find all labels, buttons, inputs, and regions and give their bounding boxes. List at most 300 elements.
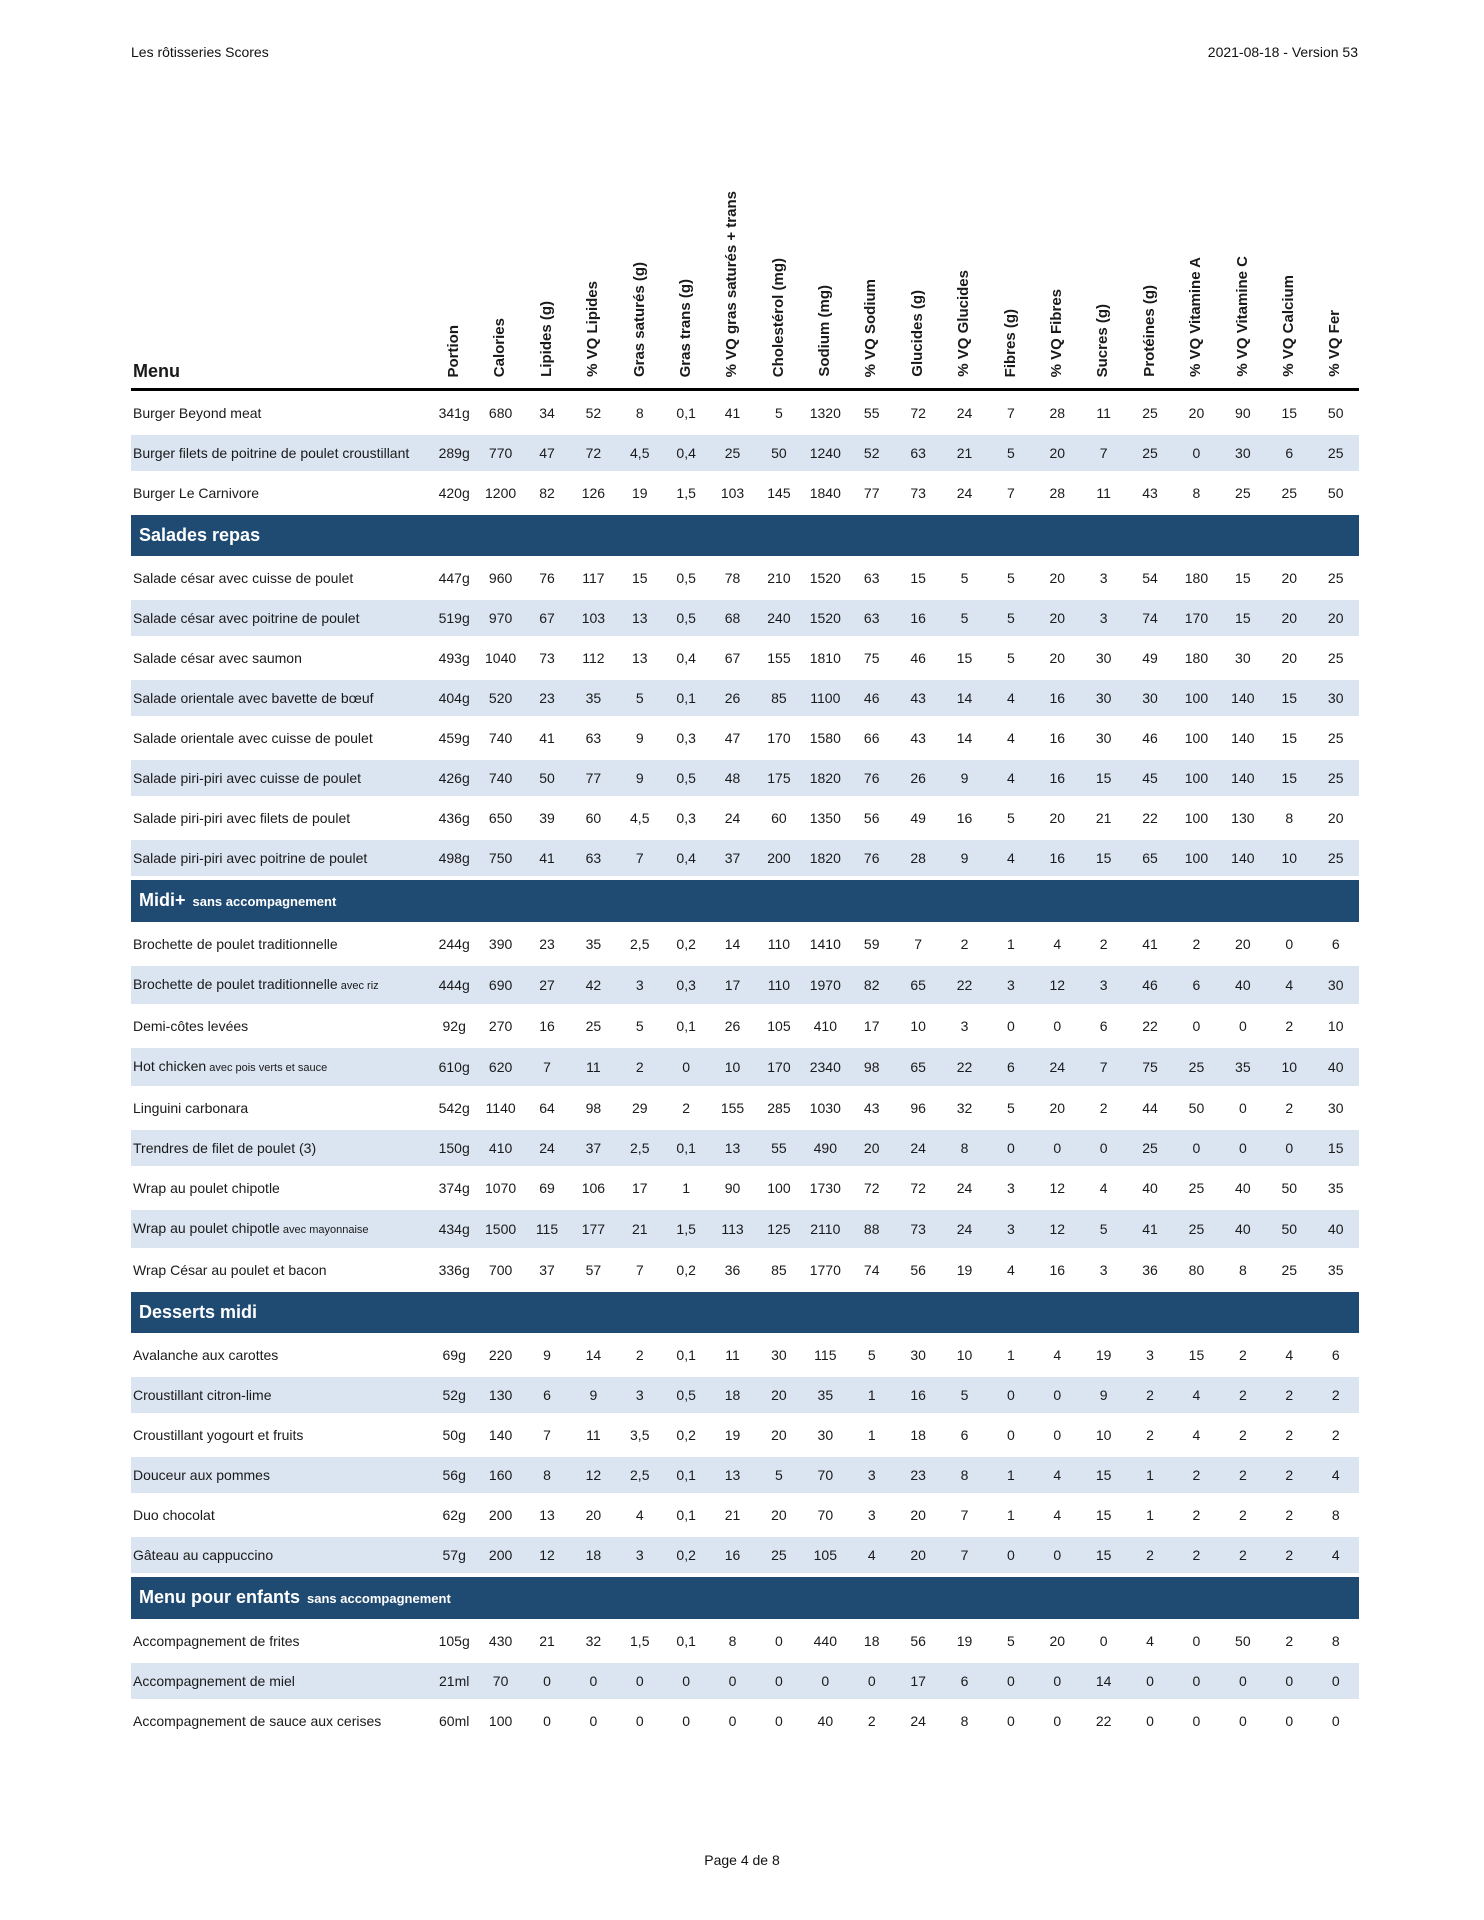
value-cell: 11: [1096, 405, 1111, 421]
value-cell: 14: [724, 936, 741, 952]
value-cell: 59: [863, 936, 880, 952]
value-cell: 3: [617, 966, 663, 1004]
value-cell: 15: [1281, 730, 1298, 746]
value-cell: 374g: [438, 1180, 470, 1196]
value-cell: 32: [956, 1100, 973, 1116]
value-cell: 25: [709, 435, 755, 471]
value-cell: 17: [863, 1018, 880, 1034]
value-cell: 77: [863, 485, 880, 501]
column-header: [756, 124, 802, 391]
value-cell: 92g: [442, 1018, 466, 1034]
value-cell: 3: [617, 1537, 663, 1573]
menu-item-name: Croustillant yogourt et fruits: [133, 1427, 304, 1443]
column-header: [1080, 124, 1126, 391]
value-cell: 390: [488, 936, 513, 952]
table-row: [131, 926, 1359, 962]
value-cell: 1410: [809, 936, 841, 952]
value-cell: 3: [1006, 1180, 1015, 1196]
value-cell: 27: [524, 966, 570, 1004]
value-cell: 0,1: [676, 405, 696, 421]
value-cell: 29: [631, 1100, 648, 1116]
value-cell: 76: [849, 840, 895, 876]
value-cell: 2: [1220, 1537, 1266, 1573]
value-cell: 0: [775, 1633, 783, 1649]
value-cell: 2: [1127, 1377, 1173, 1413]
value-cell: 4: [1312, 1457, 1359, 1493]
value-cell: 21: [617, 1210, 663, 1248]
value-cell: 1030: [809, 1100, 841, 1116]
value-cell: 55: [863, 405, 880, 421]
value-cell: 26: [724, 1018, 741, 1034]
value-cell: 2: [1266, 1537, 1312, 1573]
value-cell: 20: [1049, 650, 1066, 666]
value-cell: 24: [895, 1130, 941, 1166]
value-cell: 0: [1220, 1130, 1266, 1166]
value-cell: 15: [631, 570, 648, 586]
section-subtitle: sans accompagnement: [192, 894, 337, 909]
value-cell: 4: [1173, 1377, 1219, 1413]
value-cell: 25: [1142, 405, 1158, 421]
value-cell: 0: [524, 1663, 570, 1699]
value-cell: 40: [1220, 966, 1266, 1004]
value-cell: 37: [709, 840, 755, 876]
menu-item-cell: [131, 1130, 431, 1166]
value-cell: 2: [1266, 1377, 1312, 1413]
value-cell: 0: [1006, 1427, 1015, 1443]
value-cell: 0,3: [676, 730, 696, 746]
value-cell: 1,5: [630, 1633, 650, 1649]
value-cell: 0: [1053, 1427, 1062, 1443]
doc-title: Les rôtisseries Scores: [131, 44, 269, 60]
value-cell: 650: [488, 810, 513, 826]
value-cell: 150g: [431, 1130, 477, 1166]
value-cell: 17: [895, 1663, 941, 1699]
value-cell: 6: [1099, 1018, 1108, 1034]
value-cell: 0: [988, 1130, 1034, 1166]
menu-item-cell: [131, 840, 431, 876]
value-cell: 15: [1080, 1537, 1126, 1573]
value-cell: 35: [570, 680, 616, 716]
table-row: [131, 1623, 1359, 1659]
menu-column-header: Menu: [131, 124, 431, 391]
value-cell: 72: [910, 1180, 926, 1196]
value-cell: 0: [1034, 1663, 1080, 1699]
value-cell: 10: [709, 1048, 755, 1086]
menu-item-name: Wrap au poulet chipotle: [133, 1220, 280, 1236]
column-header: [1266, 124, 1312, 391]
value-cell: 85: [771, 1262, 787, 1278]
value-cell: 9: [635, 730, 644, 746]
value-cell: 11: [1096, 485, 1111, 501]
value-cell: 21: [941, 435, 987, 471]
value-cell: 4: [1034, 1457, 1080, 1493]
menu-item-name: Salade orientale avec bavette de bœuf: [133, 690, 374, 706]
value-cell: 1240: [802, 435, 848, 471]
value-cell: 0: [1099, 1633, 1108, 1649]
value-cell: 0: [756, 1663, 802, 1699]
menu-item-name: Douceur aux pommes: [133, 1467, 270, 1483]
menu-item-name: Salade orientale avec cuisse de poulet: [133, 730, 373, 746]
value-cell: 43: [895, 680, 941, 716]
table-body: [131, 395, 1359, 1739]
value-cell: 28: [1049, 485, 1066, 501]
value-cell: 113: [709, 1210, 755, 1248]
value-cell: 410: [813, 1018, 837, 1034]
value-cell: 700: [488, 1262, 513, 1278]
value-cell: 20: [1049, 570, 1066, 586]
value-cell: 0: [1266, 1663, 1312, 1699]
menu-item-suffix: avec riz: [337, 980, 379, 992]
section-header-row: [131, 880, 1359, 922]
column-header: [802, 124, 848, 391]
column-header: [849, 124, 895, 391]
value-cell: 960: [488, 570, 513, 586]
column-header-label: Protéines (g): [1140, 285, 1158, 377]
value-cell: 10: [1095, 1427, 1112, 1443]
value-cell: 3: [988, 1210, 1034, 1248]
value-cell: 98: [849, 1048, 895, 1086]
column-header: [524, 124, 570, 391]
value-cell: 155: [720, 1100, 745, 1116]
value-cell: 2: [867, 1713, 876, 1729]
value-cell: 3: [1099, 570, 1108, 586]
value-cell: 52: [585, 405, 602, 421]
value-cell: 35: [1220, 1048, 1266, 1086]
value-cell: 41: [1127, 1210, 1173, 1248]
value-cell: 1320: [809, 405, 841, 421]
table-row: [131, 1337, 1359, 1373]
value-cell: 75: [863, 650, 880, 666]
value-cell: 30: [771, 1347, 787, 1363]
value-cell: 90: [1235, 405, 1251, 421]
value-cell: 20: [910, 1507, 926, 1523]
value-cell: 12: [570, 1457, 616, 1493]
column-header-label: % VQ Fibres: [1048, 288, 1066, 377]
value-cell: 36: [1142, 1262, 1158, 1278]
column-header-label: Glucides (g): [908, 290, 926, 377]
value-cell: 30: [817, 1427, 834, 1443]
value-cell: 43: [910, 730, 926, 746]
value-cell: 30: [1220, 435, 1266, 471]
value-cell: 0,1: [663, 1457, 709, 1493]
value-cell: 970: [477, 600, 523, 636]
value-cell: 2: [1192, 936, 1201, 952]
value-cell: 56g: [431, 1457, 477, 1493]
value-cell: 3: [849, 1457, 895, 1493]
value-cell: 2: [1285, 1018, 1294, 1034]
value-cell: 46: [1142, 730, 1158, 746]
value-cell: 112: [582, 650, 605, 666]
value-cell: 0,1: [676, 1507, 696, 1523]
value-cell: 65: [895, 966, 941, 1004]
value-cell: 5: [960, 570, 969, 586]
value-cell: 0: [1080, 1130, 1126, 1166]
value-cell: 140: [1220, 760, 1266, 796]
value-cell: 70: [817, 1507, 834, 1523]
value-cell: 44: [1142, 1100, 1158, 1116]
value-cell: 15: [956, 650, 973, 666]
value-cell: 16: [956, 810, 973, 826]
value-cell: 2: [635, 1347, 644, 1363]
value-cell: 4: [1006, 1262, 1015, 1278]
section-header-cell: [131, 1577, 1359, 1619]
value-cell: 519g: [431, 600, 477, 636]
menu-item-name: Brochette de poulet traditionnelle: [133, 936, 338, 952]
value-cell: 1970: [802, 966, 848, 1004]
value-cell: 4: [849, 1537, 895, 1573]
value-cell: 56: [863, 810, 880, 826]
value-cell: 200: [488, 1507, 513, 1523]
value-cell: 8: [1331, 1507, 1340, 1523]
menu-item-cell: [131, 475, 431, 511]
value-cell: 57g: [431, 1537, 477, 1573]
value-cell: 63: [585, 730, 602, 746]
value-cell: 16: [1034, 840, 1080, 876]
value-cell: 0: [1034, 1130, 1080, 1166]
value-cell: 740: [477, 760, 523, 796]
value-cell: 2: [1146, 1427, 1154, 1443]
section-header-row: [131, 1292, 1359, 1333]
value-cell: 750: [477, 840, 523, 876]
value-cell: 5: [1006, 810, 1015, 826]
value-cell: 72: [910, 405, 926, 421]
value-cell: 15: [1312, 1130, 1359, 1166]
value-cell: 2: [1285, 1100, 1294, 1116]
value-cell: 50: [1188, 1100, 1205, 1116]
value-cell: 336g: [438, 1262, 470, 1278]
value-cell: 37: [539, 1262, 555, 1278]
value-cell: 20: [895, 1537, 941, 1573]
column-header-label: % VQ Lipides: [584, 281, 602, 377]
value-cell: 20: [1266, 600, 1312, 636]
value-cell: 2,5: [617, 1457, 663, 1493]
value-cell: 20: [849, 1130, 895, 1166]
value-cell: 13: [709, 1457, 755, 1493]
value-cell: 1520: [802, 600, 848, 636]
menu-item-name: Burger filets de poitrine de poulet croustillant: [133, 445, 410, 461]
value-cell: 28: [895, 840, 941, 876]
value-cell: 49: [910, 810, 926, 826]
value-cell: 16: [709, 1537, 755, 1573]
value-cell: 1580: [809, 730, 841, 746]
value-cell: 100: [1173, 760, 1219, 796]
value-cell: 6: [1266, 435, 1312, 471]
value-cell: 21: [1095, 810, 1112, 826]
value-cell: 0: [1238, 1018, 1247, 1034]
value-cell: 20: [771, 1427, 787, 1443]
value-cell: 4: [635, 1507, 644, 1523]
value-cell: 0: [1173, 435, 1219, 471]
value-cell: 404g: [431, 680, 477, 716]
menu-item-suffix: avec mayonnaise: [279, 1224, 369, 1236]
value-cell: 1: [849, 1377, 895, 1413]
column-header-label: Calories: [491, 317, 509, 377]
value-cell: 48: [709, 760, 755, 796]
value-cell: 2,5: [630, 936, 650, 952]
menu-item-name: Accompagnement de miel: [133, 1673, 295, 1689]
value-cell: 0: [1220, 1663, 1266, 1699]
value-cell: 1,5: [676, 485, 696, 501]
menu-item-cell: [131, 1210, 431, 1248]
value-cell: 140: [1220, 680, 1266, 716]
column-header-label: Fibres (g): [1001, 308, 1019, 377]
column-header-label: % VQ gras saturés + trans: [723, 190, 741, 377]
value-cell: 0: [1034, 1377, 1080, 1413]
value-cell: 1040: [485, 650, 517, 666]
value-cell: 493g: [438, 650, 470, 666]
value-cell: 0,4: [663, 840, 709, 876]
table-row: [131, 1663, 1359, 1699]
value-cell: 8: [635, 405, 644, 421]
value-cell: 447g: [438, 570, 470, 586]
value-cell: 220: [488, 1347, 513, 1363]
menu-item-cell: [131, 1008, 431, 1044]
column-header-label: % VQ Sodium: [862, 278, 880, 377]
value-cell: 2: [1173, 1457, 1219, 1493]
value-cell: 0: [635, 1713, 644, 1729]
value-cell: 34: [539, 405, 555, 421]
value-cell: 0,5: [663, 760, 709, 796]
value-cell: 18: [863, 1633, 880, 1649]
value-cell: 0: [709, 1663, 755, 1699]
value-cell: 50: [524, 760, 570, 796]
value-cell: 2: [1266, 1457, 1312, 1493]
menu-item-name: Salade césar avec cuisse de poulet: [133, 570, 354, 586]
value-cell: 770: [477, 435, 523, 471]
value-cell: 5: [867, 1347, 876, 1363]
value-cell: 0: [988, 1377, 1034, 1413]
value-cell: 4: [988, 840, 1034, 876]
value-cell: 2: [1099, 936, 1108, 952]
value-cell: 740: [488, 730, 513, 746]
value-cell: 0: [1053, 1018, 1062, 1034]
menu-item-cell: [131, 1090, 431, 1126]
value-cell: 3: [960, 1018, 969, 1034]
value-cell: 8: [728, 1633, 737, 1649]
value-cell: 30: [1312, 966, 1359, 1004]
value-cell: 100: [1173, 840, 1219, 876]
value-cell: 16: [895, 1377, 941, 1413]
value-cell: 57: [585, 1262, 602, 1278]
value-cell: 15: [1235, 570, 1251, 586]
value-cell: 64: [539, 1100, 555, 1116]
value-cell: 1,5: [663, 1210, 709, 1248]
value-cell: 0,4: [676, 650, 696, 666]
table-row: [131, 600, 1359, 636]
value-cell: 98: [585, 1100, 602, 1116]
value-cell: 10: [1266, 1048, 1312, 1086]
value-cell: 11: [586, 1427, 601, 1443]
value-cell: 14: [956, 730, 973, 746]
value-cell: 52: [849, 435, 895, 471]
value-cell: 341g: [438, 405, 470, 421]
value-cell: 0: [1127, 1663, 1173, 1699]
section-header-row: [131, 1577, 1359, 1619]
column-header-label: Gras trans (g): [676, 278, 694, 377]
value-cell: 0: [775, 1713, 783, 1729]
value-cell: 0: [802, 1663, 848, 1699]
value-cell: 117: [582, 570, 605, 586]
value-cell: 19: [631, 485, 648, 501]
value-cell: 7: [914, 936, 922, 952]
value-cell: 40: [1220, 1210, 1266, 1248]
value-cell: 12: [1034, 1210, 1080, 1248]
column-header: [477, 124, 523, 391]
value-cell: 7: [617, 840, 663, 876]
value-cell: 25: [1127, 1130, 1173, 1166]
value-cell: 0: [1006, 1713, 1015, 1729]
value-cell: 12: [524, 1537, 570, 1573]
value-cell: 420g: [438, 485, 470, 501]
value-cell: 49: [1142, 650, 1158, 666]
value-cell: 0,2: [676, 1427, 696, 1443]
menu-item-cell: [131, 1337, 431, 1373]
value-cell: 50: [1235, 1633, 1251, 1649]
value-cell: 16: [1034, 760, 1080, 796]
value-cell: 8: [941, 1130, 987, 1166]
value-cell: 24: [956, 485, 973, 501]
value-cell: 5: [775, 405, 783, 421]
value-cell: 110: [767, 936, 791, 952]
value-cell: 76: [539, 570, 555, 586]
value-cell: 15: [1080, 840, 1126, 876]
value-cell: 9: [941, 840, 987, 876]
value-cell: 542g: [438, 1100, 470, 1116]
value-cell: 7: [1080, 1048, 1126, 1086]
value-cell: 25: [1188, 1180, 1205, 1196]
menu-item-name: Trendres de filet de poulet (3): [133, 1140, 317, 1156]
value-cell: 1: [1006, 1507, 1015, 1523]
menu-item-name: Hot chicken: [133, 1058, 207, 1074]
value-cell: 50: [1327, 485, 1344, 501]
value-cell: 46: [849, 680, 895, 716]
value-cell: 43: [1142, 485, 1158, 501]
value-cell: 20: [1281, 570, 1298, 586]
value-cell: 17: [709, 966, 755, 1004]
value-cell: 430: [488, 1633, 513, 1649]
value-cell: 0,2: [676, 1262, 696, 1278]
value-cell: 3: [1080, 600, 1126, 636]
value-cell: 440: [813, 1633, 837, 1649]
value-cell: 80: [1188, 1262, 1205, 1278]
value-cell: 8: [960, 1713, 969, 1729]
value-cell: 8: [941, 1457, 987, 1493]
value-cell: 0: [728, 1713, 737, 1729]
value-cell: 28: [1049, 405, 1066, 421]
value-cell: 410: [477, 1130, 523, 1166]
value-cell: 498g: [431, 840, 477, 876]
value-cell: 155: [767, 650, 791, 666]
value-cell: 10: [910, 1018, 926, 1034]
value-cell: 24: [941, 1210, 987, 1248]
value-cell: 2: [1312, 1377, 1359, 1413]
value-cell: 82: [539, 485, 555, 501]
menu-item-cell: [131, 926, 431, 962]
value-cell: 22: [941, 1048, 987, 1086]
menu-item-cell: [131, 1417, 431, 1453]
value-cell: 289g: [431, 435, 477, 471]
value-cell: 7: [1006, 405, 1015, 421]
value-cell: 90: [724, 1180, 741, 1196]
value-cell: 30: [1095, 730, 1112, 746]
menu-item-name: Salade piri-piri avec filets de poulet: [133, 810, 351, 826]
value-cell: 0,3: [676, 810, 696, 826]
value-cell: 16: [895, 600, 941, 636]
value-cell: 10: [1327, 1018, 1344, 1034]
section-header-cell: [131, 880, 1359, 922]
menu-item-cell: [131, 1377, 431, 1413]
value-cell: 8: [524, 1457, 570, 1493]
